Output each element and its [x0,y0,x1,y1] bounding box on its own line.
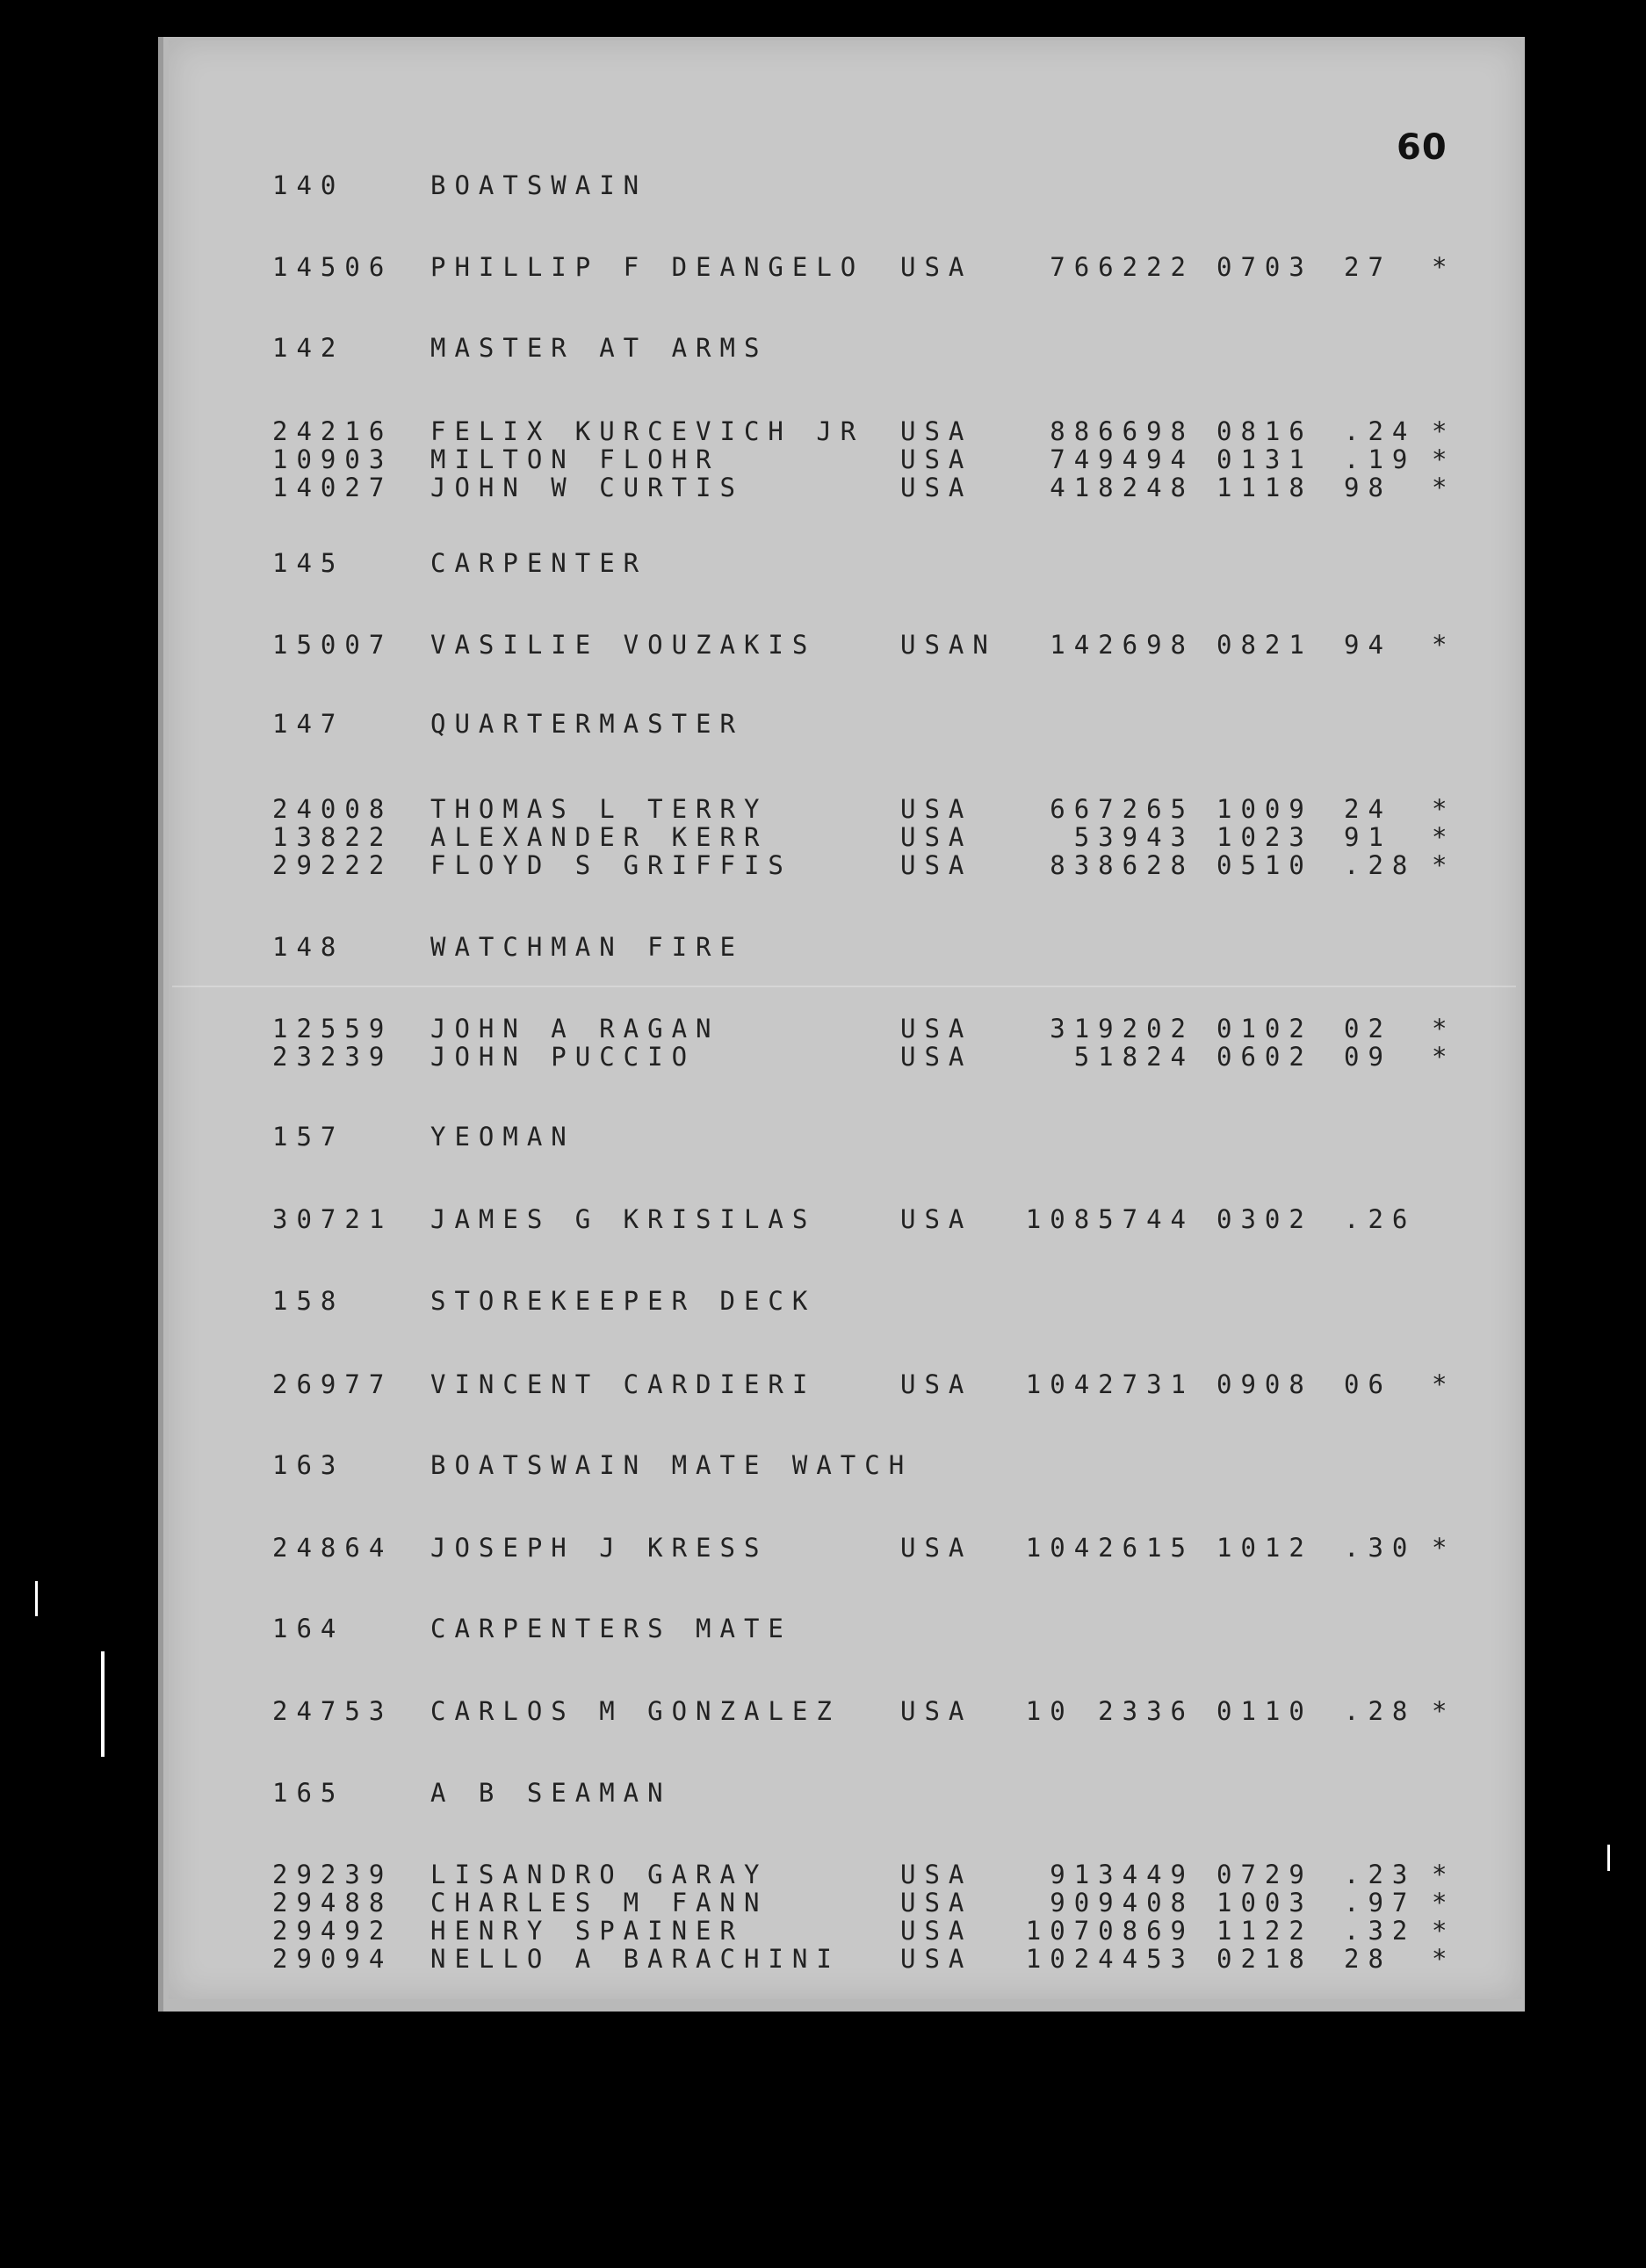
rating-code: 164 [272,1614,345,1643]
seaman-name: MILTON FLOHR [430,444,720,474]
document-number: 1085744 [1025,1204,1195,1234]
date-code: 0302 [1216,1204,1313,1234]
seaman-id: 10903 [272,444,393,474]
rating-code: 140 [272,170,345,200]
seaman-id: 29488 [272,1888,393,1918]
value-code: 02 [1344,1014,1392,1044]
citizenship: USAN [900,630,997,660]
document-number: 1024453 [1025,1944,1195,1974]
seaman-name: JOSEPH J KRESS [430,1533,769,1563]
date-code: 0703 [1216,252,1313,282]
value-code: .23 [1344,1860,1417,1889]
date-code: 1009 [1216,794,1313,824]
date-code: 1012 [1216,1533,1313,1563]
value-code: 27 [1344,252,1392,282]
citizenship: USA [900,822,973,852]
seaman-name: JAMES G KRISILAS [430,1204,817,1234]
citizenship: USA [900,850,973,880]
seaman-name: FLOYD S GRIFFIS [430,850,792,880]
asterisk-mark: * [1432,1860,1456,1889]
value-code: 09 [1344,1042,1392,1072]
citizenship: USA [900,1042,973,1072]
rating-title: BOATSWAIN [430,170,648,200]
date-code: 0908 [1216,1369,1313,1399]
document-number: 319202 [1050,1014,1195,1044]
value-code: .28 [1344,850,1417,880]
asterisk-mark: * [1432,850,1456,880]
document-number: 418248 [1050,473,1195,502]
seaman-id: 29239 [272,1860,393,1889]
value-code: .28 [1344,1696,1417,1726]
date-code: 0816 [1216,416,1313,446]
seaman-id: 15007 [272,630,393,660]
date-code: 0729 [1216,1860,1313,1889]
rating-title: WATCHMAN FIRE [430,932,744,962]
date-code: 1023 [1216,822,1313,852]
asterisk-mark: * [1432,1014,1456,1044]
document-number: 909408 [1050,1888,1195,1918]
citizenship: USA [900,1369,973,1399]
value-code: 06 [1344,1369,1392,1399]
asterisk-mark: * [1432,1888,1456,1918]
value-code: .19 [1344,444,1417,474]
document-number: 142698 [1050,630,1195,660]
seaman-name: FELIX KURCEVICH JR [430,416,865,446]
seaman-name: CARLOS M GONZALEZ [430,1696,841,1726]
citizenship: USA [900,1860,973,1889]
rating-title: YEOMAN [430,1122,575,1152]
asterisk-mark: * [1432,1369,1456,1399]
value-code: .26 [1344,1204,1417,1234]
asterisk-mark: * [1432,794,1456,824]
rating-title: CARPENTER [430,548,648,578]
asterisk-mark: * [1432,473,1456,502]
document-number: 53943 [1073,822,1195,852]
seaman-id: 14027 [272,473,393,502]
document-number: 1070869 [1025,1916,1195,1946]
citizenship: USA [900,1916,973,1946]
value-code: 98 [1344,473,1392,502]
rating-code: 148 [272,932,345,962]
seaman-id: 26977 [272,1369,393,1399]
value-code: 28 [1344,1944,1392,1974]
citizenship: USA [900,1696,973,1726]
value-code: .32 [1344,1916,1417,1946]
asterisk-mark: * [1432,1696,1456,1726]
asterisk-mark: * [1432,1042,1456,1072]
seaman-name: HENRY SPAINER [430,1916,744,1946]
value-code: .97 [1344,1888,1417,1918]
value-code: 91 [1344,822,1392,852]
date-code: 0510 [1216,850,1313,880]
rating-title: MASTER AT ARMS [430,333,769,363]
date-code: 0131 [1216,444,1313,474]
seaman-name: JOHN W CURTIS [430,473,744,502]
seaman-id: 24008 [272,794,393,824]
seaman-name: PHILLIP F DEANGELO [430,252,865,282]
rating-title: A B SEAMAN [430,1778,672,1808]
document-number: 1042615 [1025,1533,1195,1563]
date-code: 0821 [1216,630,1313,660]
citizenship: USA [900,1204,973,1234]
seaman-id: 29222 [272,850,393,880]
page-number: 60 [1397,127,1447,168]
document-number: 1042731 [1025,1369,1195,1399]
date-code: 0102 [1216,1014,1313,1044]
asterisk-mark: * [1432,630,1456,660]
date-code: 0110 [1216,1696,1313,1726]
seaman-name: VINCENT CARDIERI [430,1369,817,1399]
seaman-id: 13822 [272,822,393,852]
seaman-id: 30721 [272,1204,393,1234]
document-number: 667265 [1050,794,1195,824]
document-number: 10 2336 [1025,1696,1195,1726]
asterisk-mark: * [1432,252,1456,282]
rating-title: QUARTERMASTER [430,709,744,739]
rating-title: BOATSWAIN MATE WATCH [430,1450,913,1480]
seaman-id: 14506 [272,252,393,282]
seaman-name: JOHN A RAGAN [430,1014,720,1044]
seaman-name: NELLO A BARACHINI [430,1944,841,1974]
date-code: 1118 [1216,473,1313,502]
date-code: 0218 [1216,1944,1313,1974]
rating-code: 165 [272,1778,345,1808]
seaman-name: LISANDRO GARAY [430,1860,769,1889]
rating-code: 145 [272,548,345,578]
scan-crease [172,986,1516,987]
document-number: 51824 [1073,1042,1195,1072]
seaman-id: 12559 [272,1014,393,1044]
citizenship: USA [900,416,973,446]
value-code: 94 [1344,630,1392,660]
seaman-name: JOHN PUCCIO [430,1042,697,1072]
seaman-name: CHARLES M FANN [430,1888,769,1918]
rating-code: 157 [272,1122,345,1152]
scan-speck [1607,1845,1610,1871]
document-number: 913449 [1050,1860,1195,1889]
seaman-id: 24864 [272,1533,393,1563]
value-code: .30 [1344,1533,1417,1563]
rating-title: CARPENTERS MATE [430,1614,792,1643]
scan-speck [35,1581,38,1616]
value-code: .24 [1344,416,1417,446]
rating-code: 163 [272,1450,345,1480]
scan-speck [101,1651,105,1757]
asterisk-mark: * [1432,416,1456,446]
rating-code: 147 [272,709,345,739]
seaman-id: 29094 [272,1944,393,1974]
seaman-id: 29492 [272,1916,393,1946]
document-number: 749494 [1050,444,1195,474]
seaman-id: 24753 [272,1696,393,1726]
asterisk-mark: * [1432,1944,1456,1974]
date-code: 0602 [1216,1042,1313,1072]
document-number: 886698 [1050,416,1195,446]
citizenship: USA [900,252,973,282]
citizenship: USA [900,1533,973,1563]
document-number: 838628 [1050,850,1195,880]
asterisk-mark: * [1432,1916,1456,1946]
document-number: 766222 [1050,252,1195,282]
seaman-name: THOMAS L TERRY [430,794,769,824]
citizenship: USA [900,1888,973,1918]
asterisk-mark: * [1432,444,1456,474]
citizenship: USA [900,444,973,474]
citizenship: USA [900,473,973,502]
citizenship: USA [900,1014,973,1044]
rating-title: STOREKEEPER DECK [430,1286,817,1316]
citizenship: USA [900,1944,973,1974]
asterisk-mark: * [1432,822,1456,852]
date-code: 1122 [1216,1916,1313,1946]
seaman-id: 23239 [272,1042,393,1072]
rating-code: 158 [272,1286,345,1316]
citizenship: USA [900,794,973,824]
date-code: 1003 [1216,1888,1313,1918]
seaman-name: ALEXANDER KERR [430,822,769,852]
rating-code: 142 [272,333,345,363]
seaman-name: VASILIE VOUZAKIS [430,630,817,660]
value-code: 24 [1344,794,1392,824]
asterisk-mark: * [1432,1533,1456,1563]
seaman-id: 24216 [272,416,393,446]
